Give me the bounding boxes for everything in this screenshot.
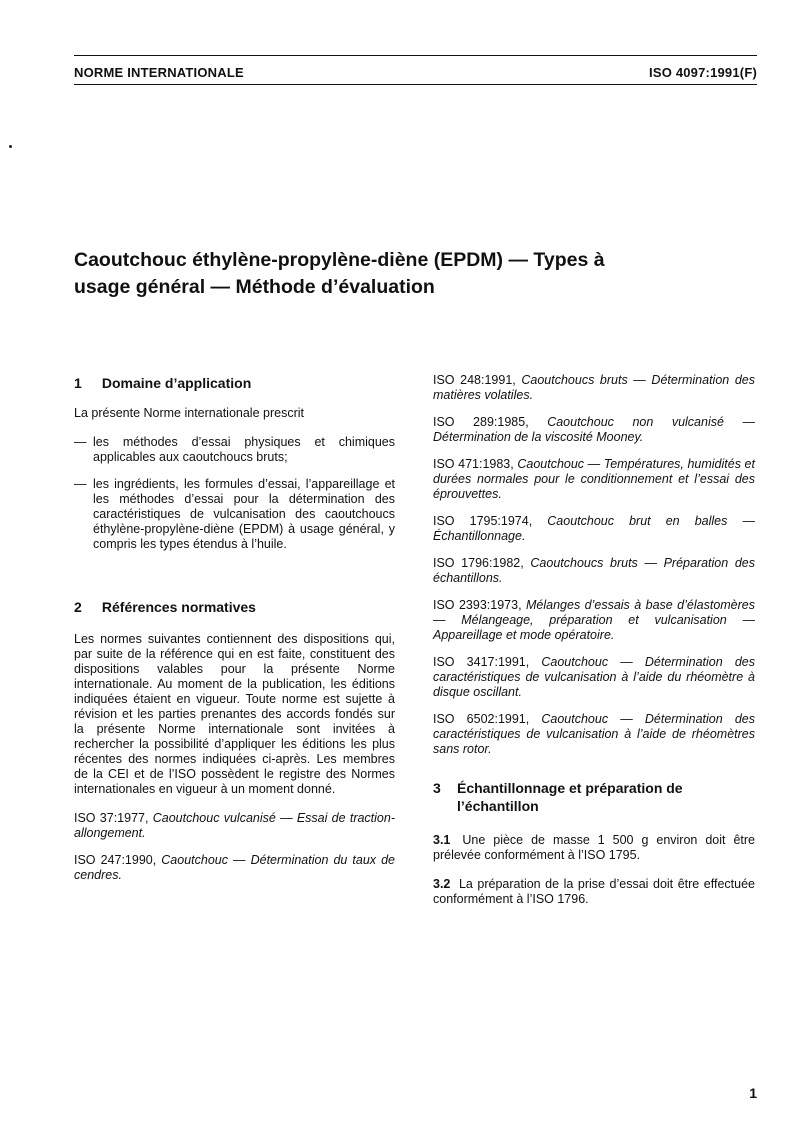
reference-code: ISO 471:1983, (433, 457, 514, 471)
reference-code: ISO 37:1977, (74, 811, 149, 825)
document-title (74, 247, 734, 301)
section-3-heading (433, 779, 755, 815)
section-1-title: Domaine d’application (101, 375, 252, 391)
page-number: 1 (749, 1085, 757, 1101)
section-1-intro: La présente Norme internationale prescrit (74, 406, 304, 420)
reference-item (74, 811, 395, 841)
reference-item (433, 457, 755, 502)
subclause-3-2 (433, 877, 755, 907)
reference-code: ISO 247:1990, (74, 853, 157, 867)
header-top-rule (74, 55, 757, 56)
reference-code: ISO 6502:1991, (433, 712, 530, 726)
title-line-1: Caoutchouc éthylène-propylène-diène (EPDM) — Types à (74, 249, 605, 271)
reference-title: Caoutchoucs bruts — Détermination des matières volatiles. (433, 373, 755, 402)
reference-title: Caoutchouc — Températures, humidités et durées normales pour le conditionnement et l’essai des éprouvettes. (433, 457, 755, 501)
reference-title: Caoutchouc — Détermination des caractéristiques de vulcanisation à l’aide de rhéomètres sans rotor. (433, 712, 755, 756)
reference-code: ISO 289:1985, (433, 415, 529, 429)
document-type-label: NORME INTERNATIONALE (74, 65, 244, 80)
title-line-2: usage général — Méthode d’évaluation (74, 276, 435, 298)
reference-code: ISO 2393:1973, (433, 598, 522, 612)
section-3-title: Échantillonnage et préparation de l’échantillon (457, 780, 683, 814)
section-3-number: 3 (433, 780, 441, 796)
list-item-text: les méthodes d’essai physiques et chimiques applicables aux caoutchoucs bruts; (93, 435, 395, 464)
reference-item (74, 853, 395, 883)
reference-title: Caoutchouc — Détermination des caractéristiques de vulcanisation à l’aide du rhéomètre à disque oscillant. (433, 655, 755, 699)
list-item-text: les ingrédients, les formules d’essai, l’appareillage et les méthodes d’essai pour la détermination des caractéristiques de vulcanisation des caoutchoucs éthylène-propylène-diène (EPDM) à usage général, y compris les types étendus à l’huile. (93, 477, 395, 551)
reference-item (433, 415, 755, 445)
reference-title: Caoutchouc brut en balles — Échantillonnage. (433, 514, 755, 543)
section-2-title: Références normatives (101, 599, 256, 615)
reference-title: Caoutchoucs bruts — Préparation des échantillons. (433, 556, 756, 585)
section-2-heading (74, 598, 395, 616)
reference-title: Caoutchouc non vulcanisé — Détermination de la viscosité Mooney. (433, 415, 755, 444)
list-item (74, 477, 395, 552)
section-2-body: Les normes suivantes contiennent des dispositions qui, par suite de la référence qui en est faite, constituent des dispositions valables pour la présente Norme internationale. Au moment de la publication, les éditions indiquées étaient en vigueur. Toute norme est sujette à révision et les parties prenantes des accords fondés sur la présente Norme internationale sont invitées à rechercher la possibilité d’appliquer les éditions les plus récentes des normes indiquées ci-après. Les membres de la CEI et de l’ISO possèdent le registre des Normes internationales en vigueur à un moment donné. (74, 632, 395, 796)
reference-code: ISO 1795:1974, (433, 514, 533, 528)
section-2-number: 2 (74, 599, 82, 615)
reference-item (433, 556, 755, 586)
standard-reference-label: ISO 4097:1991(F) (649, 65, 757, 80)
left-column (74, 374, 395, 895)
subclause-3-1 (433, 833, 755, 863)
reference-item (433, 655, 755, 700)
subclause-3-2-number: 3.2 (433, 877, 451, 891)
subclause-3-2-text: La préparation de la prise d’essai doit être effectuée conformément à l’ISO 1796. (433, 877, 755, 906)
reference-title: Caoutchouc vulcanisé — Essai de traction-allongement. (74, 811, 395, 840)
reference-item (433, 514, 755, 544)
reference-code: ISO 248:1991, (433, 373, 516, 387)
right-column (433, 373, 755, 921)
section-1-number: 1 (74, 375, 82, 391)
reference-code: ISO 3417:1991, (433, 655, 530, 669)
reference-item (433, 598, 755, 643)
reference-title: Mélanges d’essais à base d’élastomères — Mélangeage, préparation et vulcanisation — Appareillage et mode opératoire. (433, 598, 755, 642)
scan-speck (9, 145, 12, 148)
reference-code: ISO 1796:1982, (433, 556, 524, 570)
section-1-heading (74, 374, 395, 392)
list-item (74, 435, 395, 465)
header-bottom-rule (74, 84, 757, 85)
subclause-3-1-text: Une pièce de masse 1 500 g environ doit être prélevée conformément à l’ISO 1795. (433, 833, 755, 862)
dash-bullet: — (74, 435, 87, 449)
reference-item (433, 373, 755, 403)
reference-item (433, 712, 755, 757)
reference-title: Caoutchouc — Détermination du taux de cendres. (74, 853, 395, 882)
subclause-3-1-number: 3.1 (433, 833, 451, 847)
dash-bullet: — (74, 477, 87, 491)
